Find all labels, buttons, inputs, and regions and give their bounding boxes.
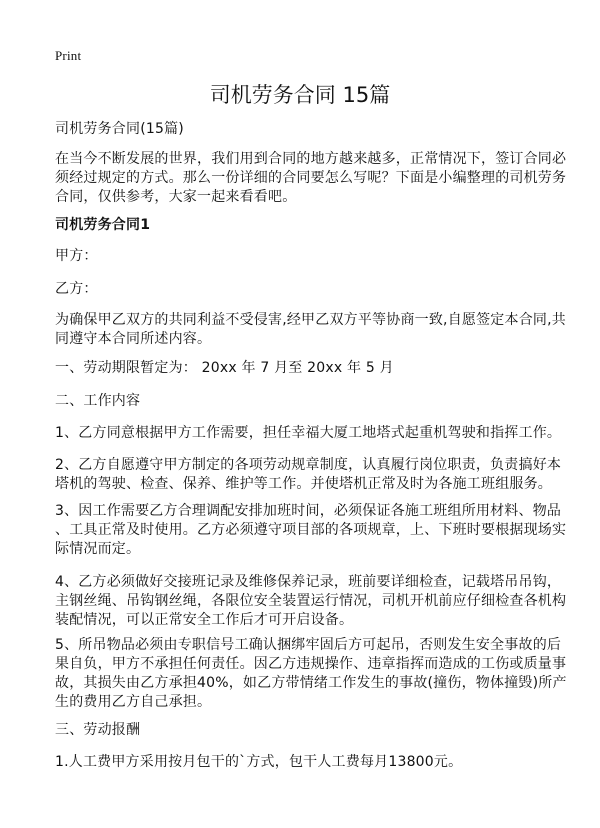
line: 2、乙方自愿遵守甲方制定的各项劳动规章制度，认真履行岗位职责，负责搞好本 [55, 457, 562, 473]
line: 5、所吊物品必须由专职信号工确认捆绑牢固后方可起吊，否则发生安全事故的后 [55, 637, 562, 653]
subtitle: 司机劳务合同(15篇) [55, 121, 184, 137]
line: 际情况而定。 [55, 541, 141, 557]
section-heading: 司机劳务合同1 [55, 217, 151, 233]
line: 同遵守本合同所述内容。 [55, 331, 212, 347]
line: 为确保甲乙双方的共同利益不受侵害,经甲乙双方平等协商一致,自愿签定本合同,共 [55, 312, 566, 328]
pay-item-1: 1.人工费甲方采用按月包干的`方式，包干人工费每月13800元。 [55, 754, 463, 770]
preamble-paragraph [55, 311, 566, 349]
work-item-5 [55, 636, 567, 712]
line: 故，其损失由乙方承担40%，如乙方带情绪工作发生的事故(撞伤，物体撞毁)所产 [55, 675, 567, 691]
party-b: 乙方： [55, 281, 98, 297]
work-heading: 二、工作内容 [55, 393, 141, 409]
line: 在当今不断发展的世界，我们用到合同的地方越来越多，正常情况下，签订合同必 [55, 151, 567, 167]
term-clause: 一、劳动期限暂定为： 20xx 年 7 月至 20xx 年 5 月 [55, 360, 394, 376]
work-item-2 [55, 456, 561, 494]
line: 须经过规定的方式。那么一份详细的合同要怎么写呢？下面是小编整理的司机劳务 [55, 170, 567, 186]
document-title: 司机劳务合同 15篇 [209, 83, 391, 107]
line: 主钢丝绳、吊钩钢丝绳，各限位安全装置运行情况，司机开机前应仔细检查各机构 [55, 593, 567, 609]
line: 装配情况，可以正常安全工作后才可开启设备。 [55, 612, 354, 628]
line: 1、乙方同意根据甲方工作需要，担任幸福大厦工地塔式起重机驾驶和指挥工作。 [55, 425, 562, 441]
line: 、工具正常及时使用。乙方必须遵守项目部的各项规章，上、下班时要根据现场实 [55, 522, 567, 538]
line: 果自负，甲方不承担任何责任。因乙方违规操作、违章指挥而造成的工伤或质量事 [55, 656, 567, 672]
pay-heading: 三、劳动报酬 [55, 722, 141, 738]
party-a: 甲方： [55, 248, 98, 264]
line: 3、因工作需要乙方合理调配安排加班时间，必须保证各施工班组所用材料、物品 [55, 503, 562, 519]
line: 4、乙方必须做好交接班记录及维修保养记录，班前要详细检查，记载塔吊吊钩， [55, 574, 562, 590]
intro-paragraph [55, 150, 566, 207]
work-item-4 [55, 573, 566, 630]
print-link[interactable]: Print [55, 48, 82, 63]
work-item-1 [55, 424, 561, 443]
line: 合同，仅供参考，大家一起来看看吧。 [55, 189, 297, 205]
work-item-3 [55, 502, 566, 559]
line: 生的费用乙方自己承担。 [55, 694, 212, 710]
line: 塔机的驾驶、检查、保养、维护等工作。并使塔机正常及时为各施工班组服务。 [55, 476, 552, 492]
